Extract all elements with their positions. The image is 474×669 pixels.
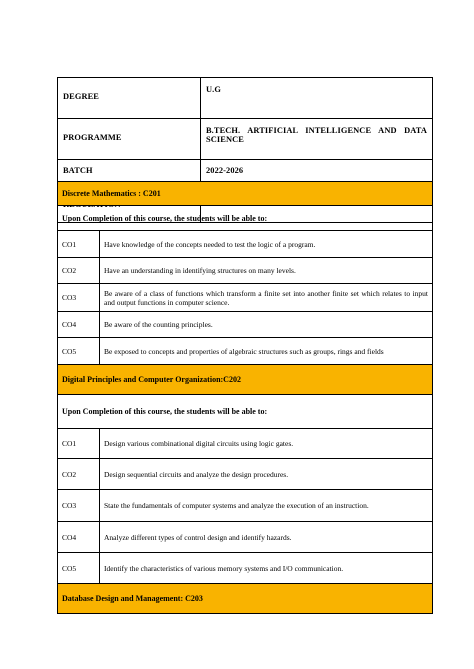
course-intro-row bbox=[58, 206, 433, 231]
course-intro: Upon Completion of this course, the students will be able to: bbox=[58, 395, 433, 429]
info-value: U.G bbox=[201, 78, 433, 119]
outcome-row bbox=[58, 284, 433, 312]
outcome-row bbox=[58, 429, 433, 459]
outcome-row bbox=[58, 522, 433, 553]
course-intro-row bbox=[58, 395, 433, 429]
outcome-text: Design sequential circuits and analyze the design procedures. bbox=[100, 459, 433, 490]
outcome-row bbox=[58, 258, 433, 284]
outcome-row bbox=[58, 459, 433, 490]
outcome-row bbox=[58, 312, 433, 338]
outcome-text: Have knowledge of the concepts needed to test the logic of a program. bbox=[100, 231, 433, 258]
course-header-c203 bbox=[58, 584, 433, 614]
outcome-code: CO3 bbox=[58, 490, 100, 522]
outcome-row bbox=[58, 553, 433, 584]
outcome-text: Be exposed to concepts and properties of algebraic structures such as groups, rings and fields bbox=[100, 338, 433, 365]
outcome-code: CO4 bbox=[58, 522, 100, 553]
outcome-code: CO1 bbox=[58, 429, 100, 459]
outcome-text: Be aware of a class of functions which transform a finite set into another finite set which relates to input and output functions in computer science. bbox=[100, 284, 433, 312]
course-title: Discrete Mathematics : C201 bbox=[58, 182, 433, 206]
outcome-row bbox=[58, 231, 433, 258]
outcome-text: Identify the characteristics of various memory systems and I/O communication. bbox=[100, 553, 433, 584]
course-title: Digital Principles and Computer Organization:C202 bbox=[58, 365, 433, 395]
outcome-code: CO5 bbox=[58, 338, 100, 365]
course-header-c202 bbox=[58, 365, 433, 395]
info-label: BATCH bbox=[58, 160, 201, 189]
outcome-text: Have an understanding in identifying structures on many levels. bbox=[100, 258, 433, 284]
info-label: DEGREE bbox=[58, 78, 201, 119]
course-title: Database Design and Management: C203 bbox=[58, 584, 433, 614]
info-row-programme bbox=[58, 119, 433, 160]
course-header-c201 bbox=[58, 182, 433, 206]
outcome-row bbox=[58, 338, 433, 365]
course-intro: Upon Completion of this course, the students will be able to: bbox=[58, 206, 433, 231]
outcome-text: Be aware of the counting principles. bbox=[100, 312, 433, 338]
outcome-text: State the fundamentals of computer systems and analyze the execution of an instruction. bbox=[100, 490, 433, 522]
outcome-code: CO4 bbox=[58, 312, 100, 338]
outcome-code: CO1 bbox=[58, 231, 100, 258]
outcome-text: Design various combinational digital circuits using logic gates. bbox=[100, 429, 433, 459]
outcome-row bbox=[58, 490, 433, 522]
outcome-text: Analyze different types of control design and identify hazards. bbox=[100, 522, 433, 553]
outcome-code: CO2 bbox=[58, 459, 100, 490]
info-row-degree bbox=[58, 78, 433, 119]
info-value: 2022-2026 bbox=[201, 160, 433, 189]
info-value: B.TECH. ARTIFICIAL INTELLIGENCE AND DATA SCIENCE bbox=[201, 119, 433, 160]
outcome-code: CO2 bbox=[58, 258, 100, 284]
info-label: PROGRAMME bbox=[58, 119, 201, 160]
outcome-code: CO5 bbox=[58, 553, 100, 584]
course-outcomes-table bbox=[57, 181, 433, 614]
outcome-code: CO3 bbox=[58, 284, 100, 312]
